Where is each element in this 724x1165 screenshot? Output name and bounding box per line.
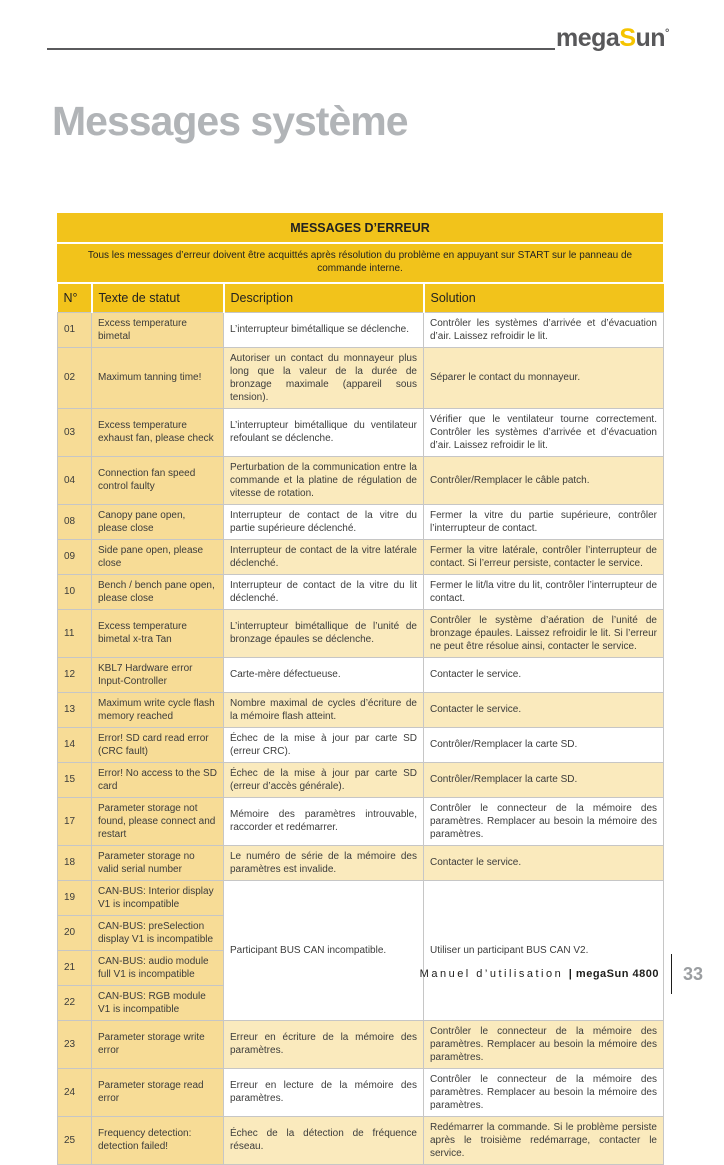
row-description-cell: L’interrupteur bimétallique du ventilateur refoulant se déclenche. (224, 408, 424, 456)
row-number-cell: 20 (58, 915, 92, 950)
row-solution-cell: Fermer la vitre latérale, contrôler l’interrupteur de contact. Si l’erreur persiste, contacter le service. (424, 539, 664, 574)
row-status-cell: Parameter storage no valid serial number (92, 845, 224, 880)
row-description-cell: Erreur en lecture de la mémoire des paramètres. (224, 1068, 424, 1116)
table-row (58, 408, 664, 456)
row-number-cell: 14 (58, 727, 92, 762)
row-status-cell: CAN-BUS: Interior display V1 is incompatible (92, 880, 224, 915)
row-solution-cell: Contrôler/Remplacer le câble patch. (424, 456, 664, 504)
row-solution-cell: Contrôler le connecteur de la mémoire des paramètres. Remplacer au besoin la mémoire des paramètres. (424, 1020, 664, 1068)
row-description-cell: Le numéro de série de la mémoire des paramètres est invalide. (224, 845, 424, 880)
table-row (58, 1116, 664, 1164)
row-number-cell: 12 (58, 657, 92, 692)
logo-part2: un (635, 24, 666, 52)
table-row (58, 880, 664, 915)
logo-accent: S (619, 24, 636, 52)
row-number-cell: 21 (58, 950, 92, 985)
row-description-cell: Échec de la mise à jour par carte SD (erreur d’accès générale). (224, 762, 424, 797)
row-solution-cell: Fermer la vitre du partie supérieure, contrôler l’interrupteur de contact. (424, 504, 664, 539)
row-number-cell: 11 (58, 609, 92, 657)
row-number-cell: 22 (58, 985, 92, 1020)
row-number-cell: 10 (58, 574, 92, 609)
row-solution-cell: Contrôler les systèmes d’arrivée et d’évacuation d’air. Laissez refroidir le lit. (424, 312, 664, 347)
row-number-cell: 09 (58, 539, 92, 574)
row-number-cell: 01 (58, 312, 92, 347)
page-number: 33 (682, 963, 703, 984)
row-description-cell: Échec de la détection de fréquence réseau. (224, 1116, 424, 1164)
table-row (58, 657, 664, 692)
row-solution-cell: Redémarrer la commande. Si le problème persiste après le troisième redémarrage, contacter le service. (424, 1116, 664, 1164)
column-header-solution: Solution (424, 284, 664, 312)
row-description-cell: Échec de la mise à jour par carte SD (erreur CRC). (224, 727, 424, 762)
row-status-cell: Parameter storage read error (92, 1068, 224, 1116)
row-status-cell: Parameter storage not found, please connect and restart (92, 797, 224, 845)
table-title: MESSAGES D’ERREUR (57, 213, 663, 244)
row-solution-cell: Contrôler le connecteur de la mémoire des paramètres. Remplacer au besoin la mémoire des paramètres. (424, 1068, 664, 1116)
table-row (58, 312, 664, 347)
row-description-cell: Interrupteur de contact de la vitre du lit déclenché. (224, 574, 424, 609)
row-status-cell: CAN-BUS: RGB module V1 is incompatible (92, 985, 224, 1020)
row-status-cell: CAN-BUS: preSelection display V1 is incompatible (92, 915, 224, 950)
row-status-cell: Excess temperature bimetal (92, 312, 224, 347)
page-footer (420, 953, 703, 995)
row-number-cell: 04 (58, 456, 92, 504)
logo-degree-mark: ° (665, 27, 669, 40)
table-subtitle: Tous les messages d’erreur doivent être acquittés après résolution du problème en appuyant sur START sur le panneau de commande interne. (57, 244, 663, 284)
table-row (58, 1020, 664, 1068)
row-number-cell: 15 (58, 762, 92, 797)
table-row (58, 1068, 664, 1116)
row-number-cell: 17 (58, 797, 92, 845)
footer-manual-label: Manuel d’utilisation (419, 968, 564, 980)
row-status-cell: Excess temperature exhaust fan, please check (92, 408, 224, 456)
row-number-cell: 02 (58, 347, 92, 408)
table-row (58, 727, 664, 762)
row-status-cell: Connection fan speed control faulty (92, 456, 224, 504)
table-header-row (58, 284, 664, 312)
row-number-cell: 13 (58, 692, 92, 727)
row-status-cell: Maximum write cycle flash memory reached (92, 692, 224, 727)
row-solution-cell: Utiliser un participant BUS CAN V2. (424, 880, 664, 1020)
error-message-table (57, 213, 663, 1165)
row-number-cell: 03 (58, 408, 92, 456)
footer-text (420, 968, 659, 980)
column-header-number: N° (58, 284, 92, 312)
row-status-cell: Frequency detection: detection failed! (92, 1116, 224, 1164)
row-number-cell: 23 (58, 1020, 92, 1068)
table-row (58, 609, 664, 657)
row-status-cell: Side pane open, please close (92, 539, 224, 574)
row-number-cell: 25 (58, 1116, 92, 1164)
table-row (58, 539, 664, 574)
row-solution-cell: Séparer le contact du monnayeur. (424, 347, 664, 408)
row-description-cell: L’interrupteur bimétallique se déclenche. (224, 312, 424, 347)
row-description-cell: Interrupteur de contact de la vitre latérale déclenché. (224, 539, 424, 574)
row-description-cell: Perturbation de la communication entre la commande et la platine de régulation de vitesse de rotation. (224, 456, 424, 504)
row-solution-cell: Contacter le service. (424, 845, 664, 880)
row-status-cell: Error! SD card read error (CRC fault) (92, 727, 224, 762)
column-header-description: Description (224, 284, 424, 312)
footer-product-label: | megaSun 4800 (568, 968, 659, 980)
row-solution-cell: Contacter le service. (424, 692, 664, 727)
megasun-logo (556, 24, 669, 53)
row-solution-cell: Contrôler/Remplacer la carte SD. (424, 727, 664, 762)
row-description-cell: Participant BUS CAN incompatible. (224, 880, 424, 1020)
table-row (58, 845, 664, 880)
table-row (58, 797, 664, 845)
row-description-cell: Interrupteur de contact de la vitre du partie supérieure déclenché. (224, 504, 424, 539)
row-description-cell: Carte-mère défectueuse. (224, 657, 424, 692)
header-rule (47, 48, 555, 50)
row-solution-cell: Vérifier que le ventilateur tourne correctement. Contrôler les systèmes d’arrivée et d’évacuation d’air. Laissez refroidir le lit. (424, 408, 664, 456)
row-number-cell: 08 (58, 504, 92, 539)
table-row (58, 574, 664, 609)
row-number-cell: 24 (58, 1068, 92, 1116)
row-status-cell: Maximum tanning time! (92, 347, 224, 408)
row-description-cell: Nombre maximal de cycles d’écriture de la mémoire flash atteint. (224, 692, 424, 727)
row-status-cell: Parameter storage write error (92, 1020, 224, 1068)
column-header-status: Texte de statut (92, 284, 224, 312)
row-description-cell: L’interrupteur bimétallique de l’unité de bronzage épaules se déclenche. (224, 609, 424, 657)
table-row (58, 347, 664, 408)
row-status-cell: CAN-BUS: audio module full V1 is incompatible (92, 950, 224, 985)
row-description-cell: Erreur en écriture de la mémoire des paramètres. (224, 1020, 424, 1068)
logo-part1: mega (556, 24, 620, 52)
row-solution-cell: Contrôler/Remplacer la carte SD. (424, 762, 664, 797)
row-status-cell: Excess temperature bimetal x-tra Tan (92, 609, 224, 657)
row-solution-cell: Contrôler le système d’aération de l’unité de bronzage épaules. Laissez refroidir le lit. Si l’erreur ne peut être résolue ainsi, contacter le service. (424, 609, 664, 657)
row-solution-cell: Fermer le lit/la vitre du lit, contrôler l’interrupteur de contact. (424, 574, 664, 609)
row-status-cell: Error! No access to the SD card (92, 762, 224, 797)
row-status-cell: KBL7 Hardware error Input-Controller (92, 657, 224, 692)
row-status-cell: Bench / bench pane open, please close (92, 574, 224, 609)
row-description-cell: Autoriser un contact du monnayeur plus long que la valeur de la durée de bronzage maximale (appareil sous tension). (224, 347, 424, 408)
row-solution-cell: Contrôler le connecteur de la mémoire des paramètres. Remplacer au besoin la mémoire des paramètres. (424, 797, 664, 845)
row-status-cell: Canopy pane open, please close (92, 504, 224, 539)
row-description-cell: Mémoire des paramètres introuvable, raccorder et redémarrer. (224, 797, 424, 845)
table-row (58, 504, 664, 539)
row-number-cell: 18 (58, 845, 92, 880)
error-table-body (58, 312, 664, 1164)
table-row (58, 692, 664, 727)
table-row (58, 762, 664, 797)
footer-divider (671, 954, 672, 994)
row-solution-cell: Contacter le service. (424, 657, 664, 692)
table-row (58, 456, 664, 504)
page-title: Messages système (52, 98, 408, 144)
row-number-cell: 19 (58, 880, 92, 915)
